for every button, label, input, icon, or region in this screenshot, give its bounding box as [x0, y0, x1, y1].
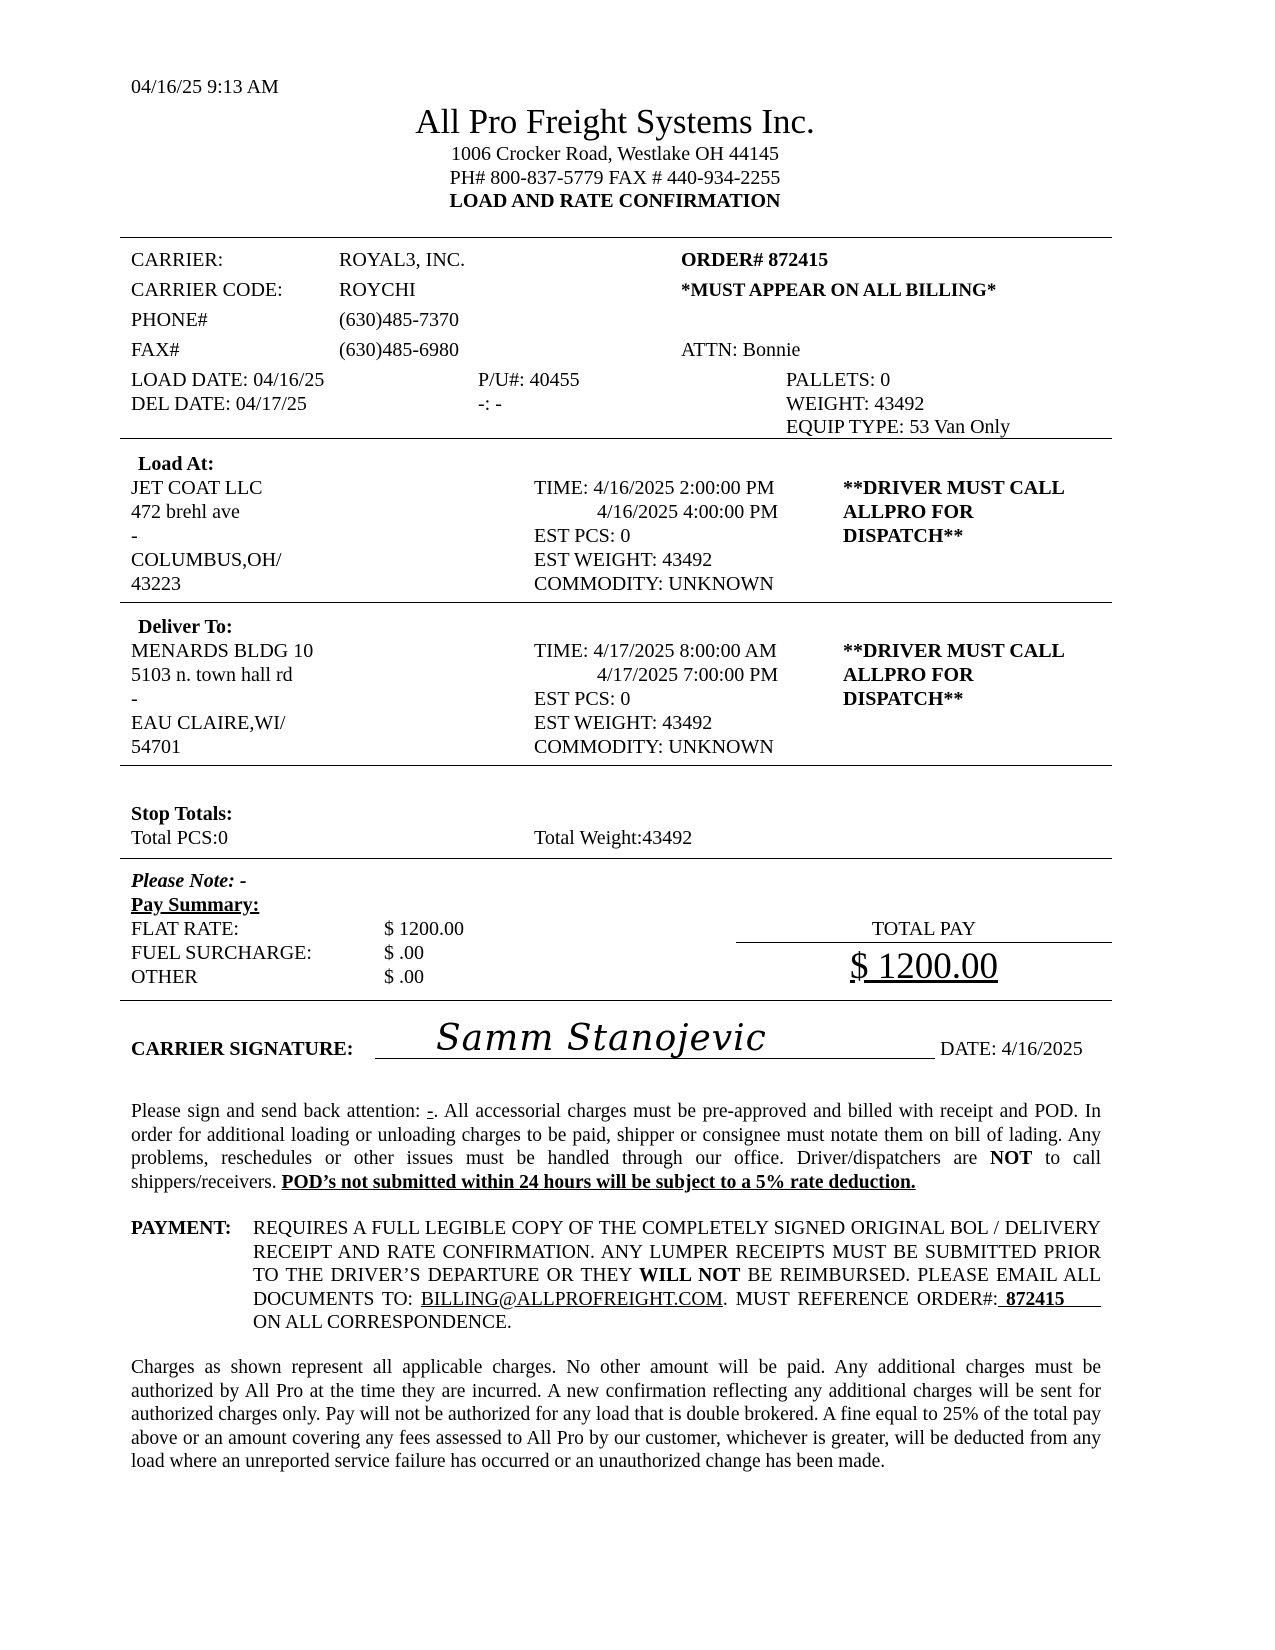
phone-label: PHONE#: [131, 309, 208, 331]
carrier-code-value: ROYCHI: [339, 279, 416, 301]
divider: [120, 237, 1112, 238]
please-note-label: Please Note:: [131, 870, 235, 892]
del-date: DEL DATE: 04/17/25: [131, 393, 307, 415]
total-weight: Total Weight:43492: [534, 827, 693, 849]
order-number: ORDER# 872415: [681, 249, 829, 271]
billing-email-link[interactable]: BILLING@ALLPROFREIGHT.COM: [420, 1288, 723, 1310]
load-at-line: -: [131, 525, 138, 547]
divider: [120, 858, 1112, 859]
deliver-to-notice: ALLPRO FOR: [843, 664, 974, 686]
deliver-to-time: TIME: 4/17/2025 8:00:00 AM: [534, 640, 777, 662]
divider: [120, 438, 1112, 439]
payment-text-part: . MUST REFERENCE ORDER#:: [722, 1288, 999, 1310]
load-date: LOAD DATE: 04/16/25: [131, 369, 325, 391]
fax-value: (630)485-6980: [339, 339, 459, 361]
payment-text-part: ON ALL CORRESPONDENCE.: [253, 1312, 512, 1333]
divider: [120, 765, 1112, 766]
attn: ATTN: Bonnie: [681, 339, 801, 361]
divider: [120, 1000, 1112, 1001]
total-pay-value: $ 1200.00: [850, 946, 998, 987]
carrier-label: CARRIER:: [131, 249, 224, 271]
deliver-to-heading: Deliver To:: [138, 616, 233, 638]
total-pcs: Total PCS:0: [131, 827, 228, 849]
load-at-heading: Load At:: [138, 453, 215, 475]
payment-text-part: BE REIMBURSED. PLEASE EMAIL ALL DOCUMENTS TO:: [253, 1265, 1101, 1310]
carrier-signature: Samm Stanojevic: [436, 1018, 767, 1059]
load-at-notice: DISPATCH**: [843, 525, 964, 547]
payment-label: PAYMENT:: [131, 1218, 232, 1239]
deliver-to-notice: **DRIVER MUST CALL: [843, 640, 1065, 662]
carrier-code-label: CARRIER CODE:: [131, 279, 283, 301]
other-value: $ .00: [384, 966, 424, 988]
load-at-est-weight: EST WEIGHT: 43492: [534, 549, 713, 571]
pay-summary-heading: Pay Summary:: [131, 894, 260, 916]
company-name: All Pro Freight Systems Inc.: [415, 102, 815, 141]
deliver-to-line: 5103 n. town hall rd: [131, 664, 293, 686]
fax-label: FAX#: [131, 339, 180, 361]
terms-paragraph: [131, 1100, 1101, 1194]
total-pay-rule: [736, 942, 1112, 943]
deliver-to-line: EAU CLAIRE,WI/: [131, 712, 286, 734]
load-at-commodity: COMMODITY: UNKNOWN: [534, 573, 774, 595]
load-at-line: 472 brehl ave: [131, 501, 240, 523]
signature-date: DATE: 4/16/2025: [940, 1038, 1083, 1060]
company-phone-fax: PH# 800-837-5779 FAX # 440-934-2255: [449, 167, 781, 189]
flat-rate-value: $ 1200.00: [384, 918, 464, 940]
please-note: [131, 870, 247, 893]
load-at-line: 43223: [131, 573, 181, 595]
load-at-time-end: 4/16/2025 4:00:00 PM: [597, 501, 779, 523]
deliver-to-line: MENARDS BLDG 10: [131, 640, 314, 662]
billing-note: *MUST APPEAR ON ALL BILLING*: [681, 280, 997, 301]
load-at-line: COLUMBUS,OH/: [131, 549, 282, 571]
deliver-to-est-weight: EST WEIGHT: 43492: [534, 712, 713, 734]
document-title: LOAD AND RATE CONFIRMATION: [449, 190, 781, 212]
pu-number: P/U#: 40455: [478, 369, 580, 391]
phone-value: (630)485-7370: [339, 309, 459, 331]
stop-totals-heading: Stop Totals:: [131, 803, 233, 825]
other-label: OTHER: [131, 966, 198, 988]
terms-emphasis: NOT: [990, 1148, 1033, 1169]
load-at-est-pcs: EST PCS: 0: [534, 525, 631, 547]
deliver-to-time-end: 4/17/2025 7:00:00 PM: [597, 664, 779, 686]
deliver-to-notice: DISPATCH**: [843, 688, 964, 710]
load-at-line: JET COAT LLC: [131, 477, 263, 499]
flat-rate-label: FLAT RATE:: [131, 918, 239, 940]
fuel-surcharge-value: $ .00: [384, 942, 424, 964]
load-at-notice: ALLPRO FOR: [843, 501, 974, 523]
deliver-to-line: -: [131, 688, 138, 710]
pod-deduction-note: POD’s not submitted within 24 hours will be subject to a 5% rate deduction.: [281, 1171, 916, 1193]
charges-paragraph: Charges as shown represent all applicable charges. No other amount will be paid. Any additional charges must be authorized by All Pro at the time they are incurred. A new confirmation reflecting any additional charges will be sent for authorized charges only. Pay will not be authorized for any load that is double brokered. A fine equal to 25% of the total pay above or an amount covering any fees assessed to All Pro by our customer, whichever is greater, will be deducted from any load where an unreported service failure has occurred or an unauthorized change has been made.: [131, 1357, 1101, 1472]
deliver-to-est-pcs: EST PCS: 0: [534, 688, 631, 710]
terms-text: . All accessorial charges must be pre-approved and billed with receipt and POD. In order for additional loading or unloading charges to be paid, shipper or consignee must notate them on bill of lading. Any problems, reschedules or other issues must be handled through our office. Driver/dispatchers are: [131, 1101, 1101, 1169]
carrier-signature-label: CARRIER SIGNATURE:: [131, 1038, 354, 1060]
fuel-surcharge-label: FUEL SURCHARGE:: [131, 942, 312, 964]
payment-emphasis: WILL NOT: [638, 1265, 741, 1286]
carrier-value: ROYAL3, INC.: [339, 249, 466, 271]
pallets: PALLETS: 0: [786, 369, 891, 391]
company-address: 1006 Crocker Road, Westlake OH 44145: [451, 143, 779, 165]
attention-value: -: [427, 1101, 434, 1122]
divider: [120, 602, 1112, 603]
payment-text: [253, 1217, 1101, 1335]
terms-text: Please sign and send back attention:: [131, 1101, 428, 1122]
payment-text-part: REQUIRES A FULL LEGIBLE COPY OF THE COMPLETELY SIGNED ORIGINAL BOL / DELIVERY RECEIPT AND RATE CONFIRMATION. ANY LUMPER RECEIPTS MUST BE SUBMITTED PRIOR TO THE DRIVER’S DEPARTURE OR THEY: [253, 1218, 1101, 1286]
load-at-time: TIME: 4/16/2025 2:00:00 PM: [534, 477, 775, 499]
pu-secondary: -: -: [478, 393, 502, 415]
deliver-to-line: 54701: [131, 736, 181, 758]
print-timestamp: 04/16/25 9:13 AM: [131, 76, 279, 98]
payment-order-number: 872415: [998, 1288, 1101, 1310]
total-pay-label: TOTAL PAY: [871, 918, 977, 940]
weight: WEIGHT: 43492: [786, 393, 925, 415]
terms-text: to call shippers/receivers.: [131, 1148, 1101, 1193]
load-at-notice: **DRIVER MUST CALL: [843, 477, 1065, 499]
please-note-value: -: [239, 870, 247, 892]
equip-type: EQUIP TYPE: 53 Van Only: [786, 416, 1011, 438]
deliver-to-commodity: COMMODITY: UNKNOWN: [534, 736, 774, 758]
